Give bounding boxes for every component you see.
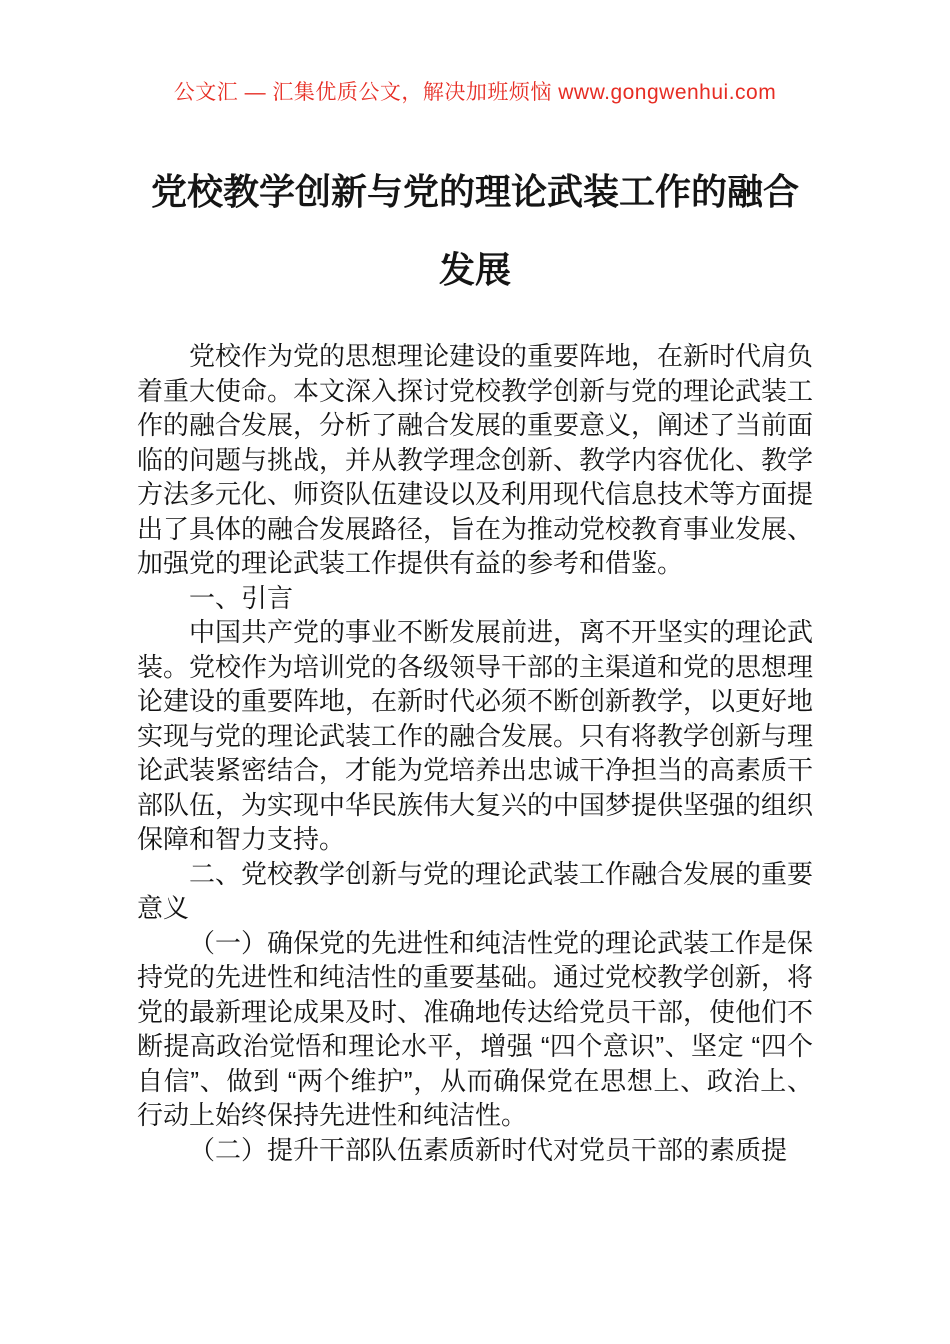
paragraph: 党校作为党的思想理论建设的重要阵地，在新时代肩负着重大使命。本文深入探讨党校教学创新与党的理论武装工作的融合发展，分析了融合发展的重要意义，阐述了当前面临的问题与挑战，并从教学理念创新、教学内容优化、教学方法多元化、师资队伍建设以及利用现代信息技术等方面提出了具体的融合发展路径，旨在为推动党校教育事业发展、加强党的理论武装工作提供有益的参考和借鉴。: [137, 341, 814, 578]
paragraph: 中国共产党的事业不断发展前进，离不开坚实的理论武装。党校作为培训党的各级领导干部的主渠道和党的思想理论建设的重要阵地，在新时代必须不断创新教学，以更好地实现与党的理论武装工作的融合发展。只有将教学创新与理论武装紧密结合，才能为党培养出忠诚干净担当的高素质干部队伍，为实现中华民族伟大复兴的中国梦提供坚强的组织保障和智力支持。: [137, 617, 814, 854]
document-body: [137, 339, 813, 1167]
paragraph: （一）确保党的先进性和纯洁性党的理论武装工作是保持党的先进性和纯洁性的重要基础。通过党校教学创新，将党的最新理论成果及时、准确地传达给党员干部，使他们不断提高政治觉悟和理论水平，增强 “四个意识”、坚定 “四个自信”、做到 “两个维护”，从而确保党在思想上、政治上、行动上始终保持先进性和纯洁性。: [137, 927, 814, 1130]
watermark-header: 公文汇 — 汇集优质公文，解决加班烦恼 www.gongwenhui.com: [173, 81, 777, 104]
document-title: 党校教学创新与党的理论武装工作的融合发展: [150, 171, 799, 290]
section-heading: 一、引言: [189, 582, 294, 613]
section-heading: 二、党校教学创新与党的理论武装工作融合发展的重要意义: [137, 858, 814, 923]
paragraph: （二）提升干部队伍素质新时代对党员干部的素质提: [189, 1134, 788, 1165]
